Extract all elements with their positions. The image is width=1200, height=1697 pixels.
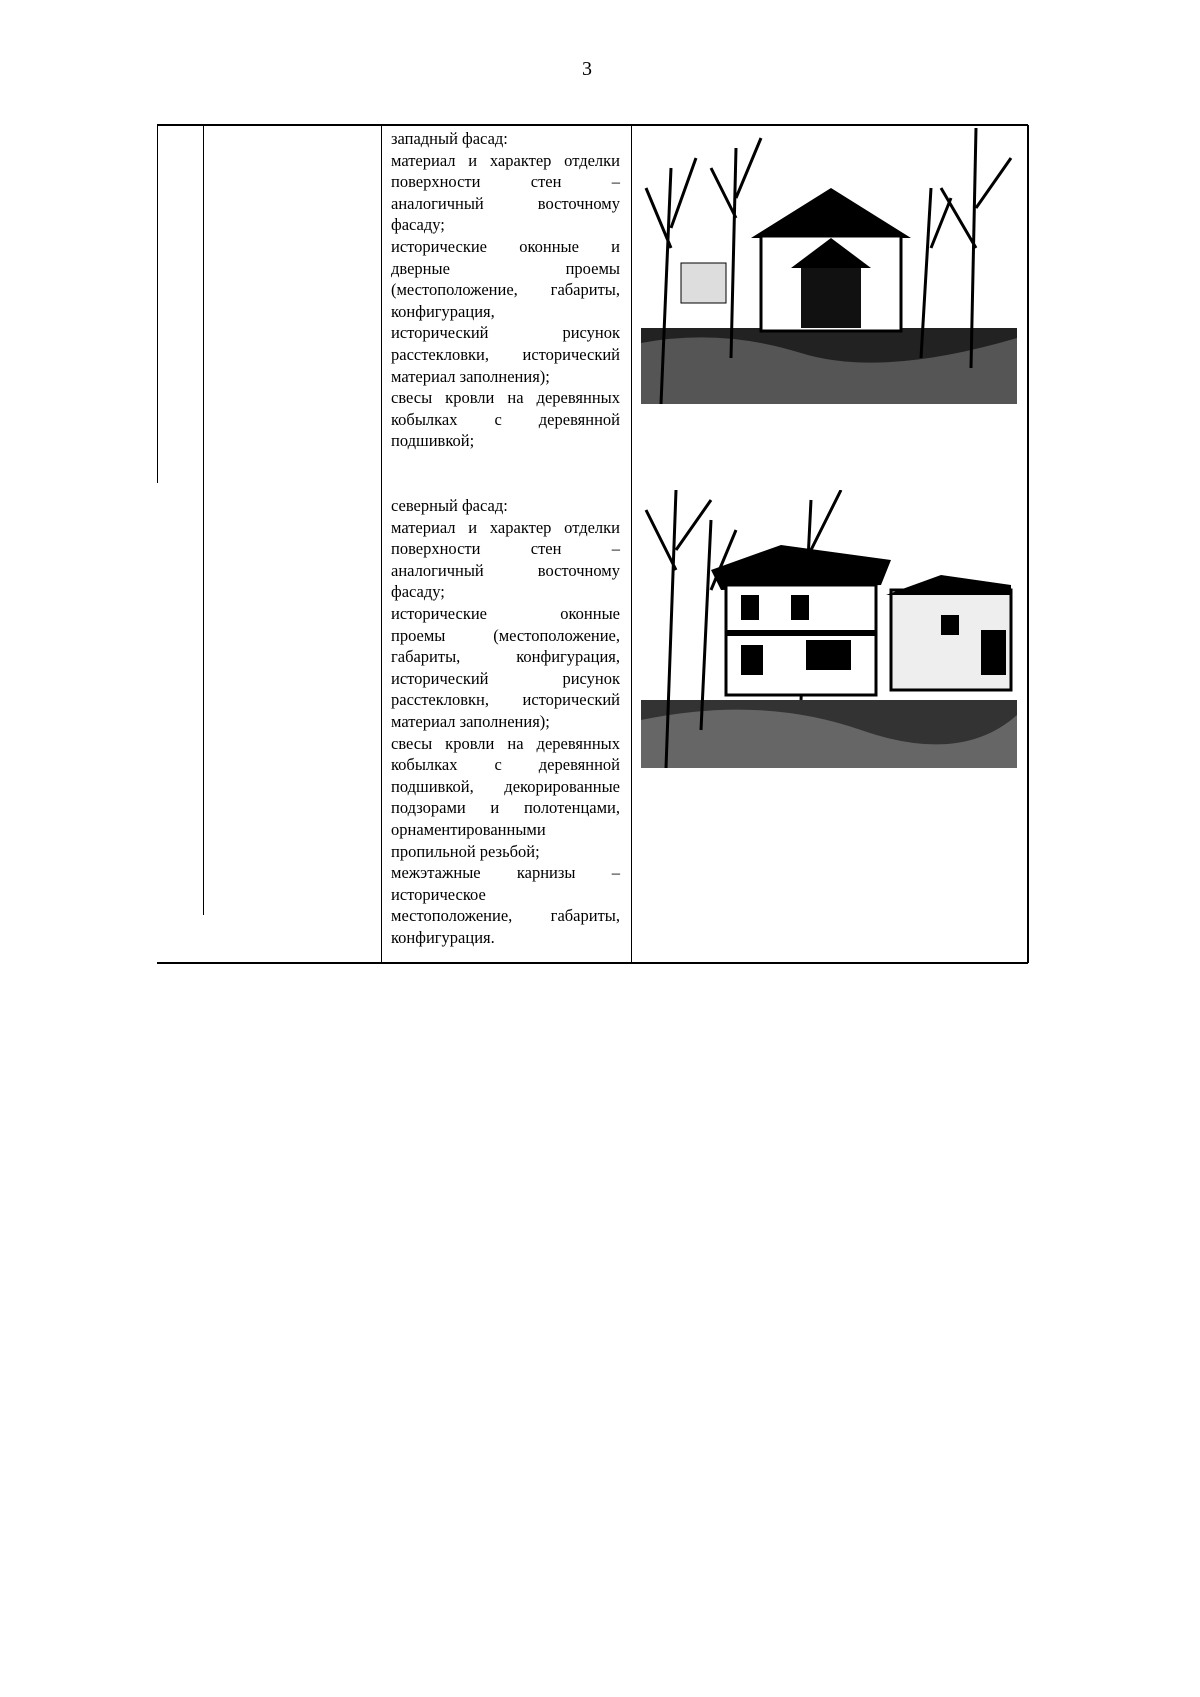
description-line: межэтажные карнизы – <box>391 863 620 883</box>
description-line: исторический рисунок <box>391 668 620 688</box>
north-facade-photo <box>641 490 1017 768</box>
description-line: материал заполнения); <box>391 366 550 386</box>
description-line: исторические оконные и <box>391 236 620 256</box>
description-line: материал и характер отделки <box>391 517 620 537</box>
description-line: исторические оконные <box>391 603 620 623</box>
description-line: дверные проемы <box>391 258 620 278</box>
column-divider-1 <box>203 125 204 915</box>
description-line: кобылках с деревянной <box>391 409 620 429</box>
description-line: орнаментированными <box>391 819 546 839</box>
description-line: исторический рисунок <box>391 323 620 343</box>
description-line: поверхности стен – <box>391 539 620 559</box>
description-line: материал и характер отделки <box>391 150 620 170</box>
table-right-border <box>1027 125 1029 963</box>
description-line: северный фасад: <box>391 496 508 515</box>
description-line: подшивкой, декорированные <box>391 776 620 796</box>
description-line: историческое <box>391 884 486 904</box>
column-divider-2 <box>381 125 382 963</box>
description-line: местоположение, габариты, <box>391 906 620 926</box>
description-line: свесы кровли на деревянных <box>391 733 620 753</box>
column-divider-3 <box>631 125 632 963</box>
description-line: аналогичный восточному <box>391 560 620 580</box>
description-line: подзорами и полотенцами, <box>391 798 620 818</box>
west-facade-description <box>391 128 620 452</box>
description-line: конфигурация. <box>391 927 495 947</box>
description-line: фасаду; <box>391 215 445 235</box>
table-bottom-border <box>157 962 1028 964</box>
description-line: кобылках с деревянной <box>391 755 620 775</box>
description-line: расстекловкн, исторический <box>391 690 620 710</box>
description-line: западный фасад: <box>391 129 508 148</box>
description-line: конфигурация, <box>391 301 495 321</box>
description-line: аналогичный восточному <box>391 193 620 213</box>
table-left-border <box>157 125 158 483</box>
description-line: подшивкой; <box>391 431 475 451</box>
description-line: пропильной резьбой; <box>391 841 540 861</box>
description-line: (местоположение, габариты, <box>391 280 620 300</box>
description-line: расстекловки, исторический <box>391 344 620 364</box>
description-line: свесы кровли на деревянных <box>391 388 620 408</box>
west-facade-photo <box>641 128 1017 404</box>
description-line: габариты, конфигурация, <box>391 647 620 667</box>
north-facade-description <box>391 495 620 948</box>
page-number: 3 <box>582 58 592 80</box>
description-line: поверхности стен – <box>391 172 620 192</box>
description-line: материал заполнения); <box>391 711 550 731</box>
description-line: проемы (местоположение, <box>391 625 620 645</box>
table-top-border <box>157 124 1028 126</box>
description-line: фасаду; <box>391 582 445 602</box>
